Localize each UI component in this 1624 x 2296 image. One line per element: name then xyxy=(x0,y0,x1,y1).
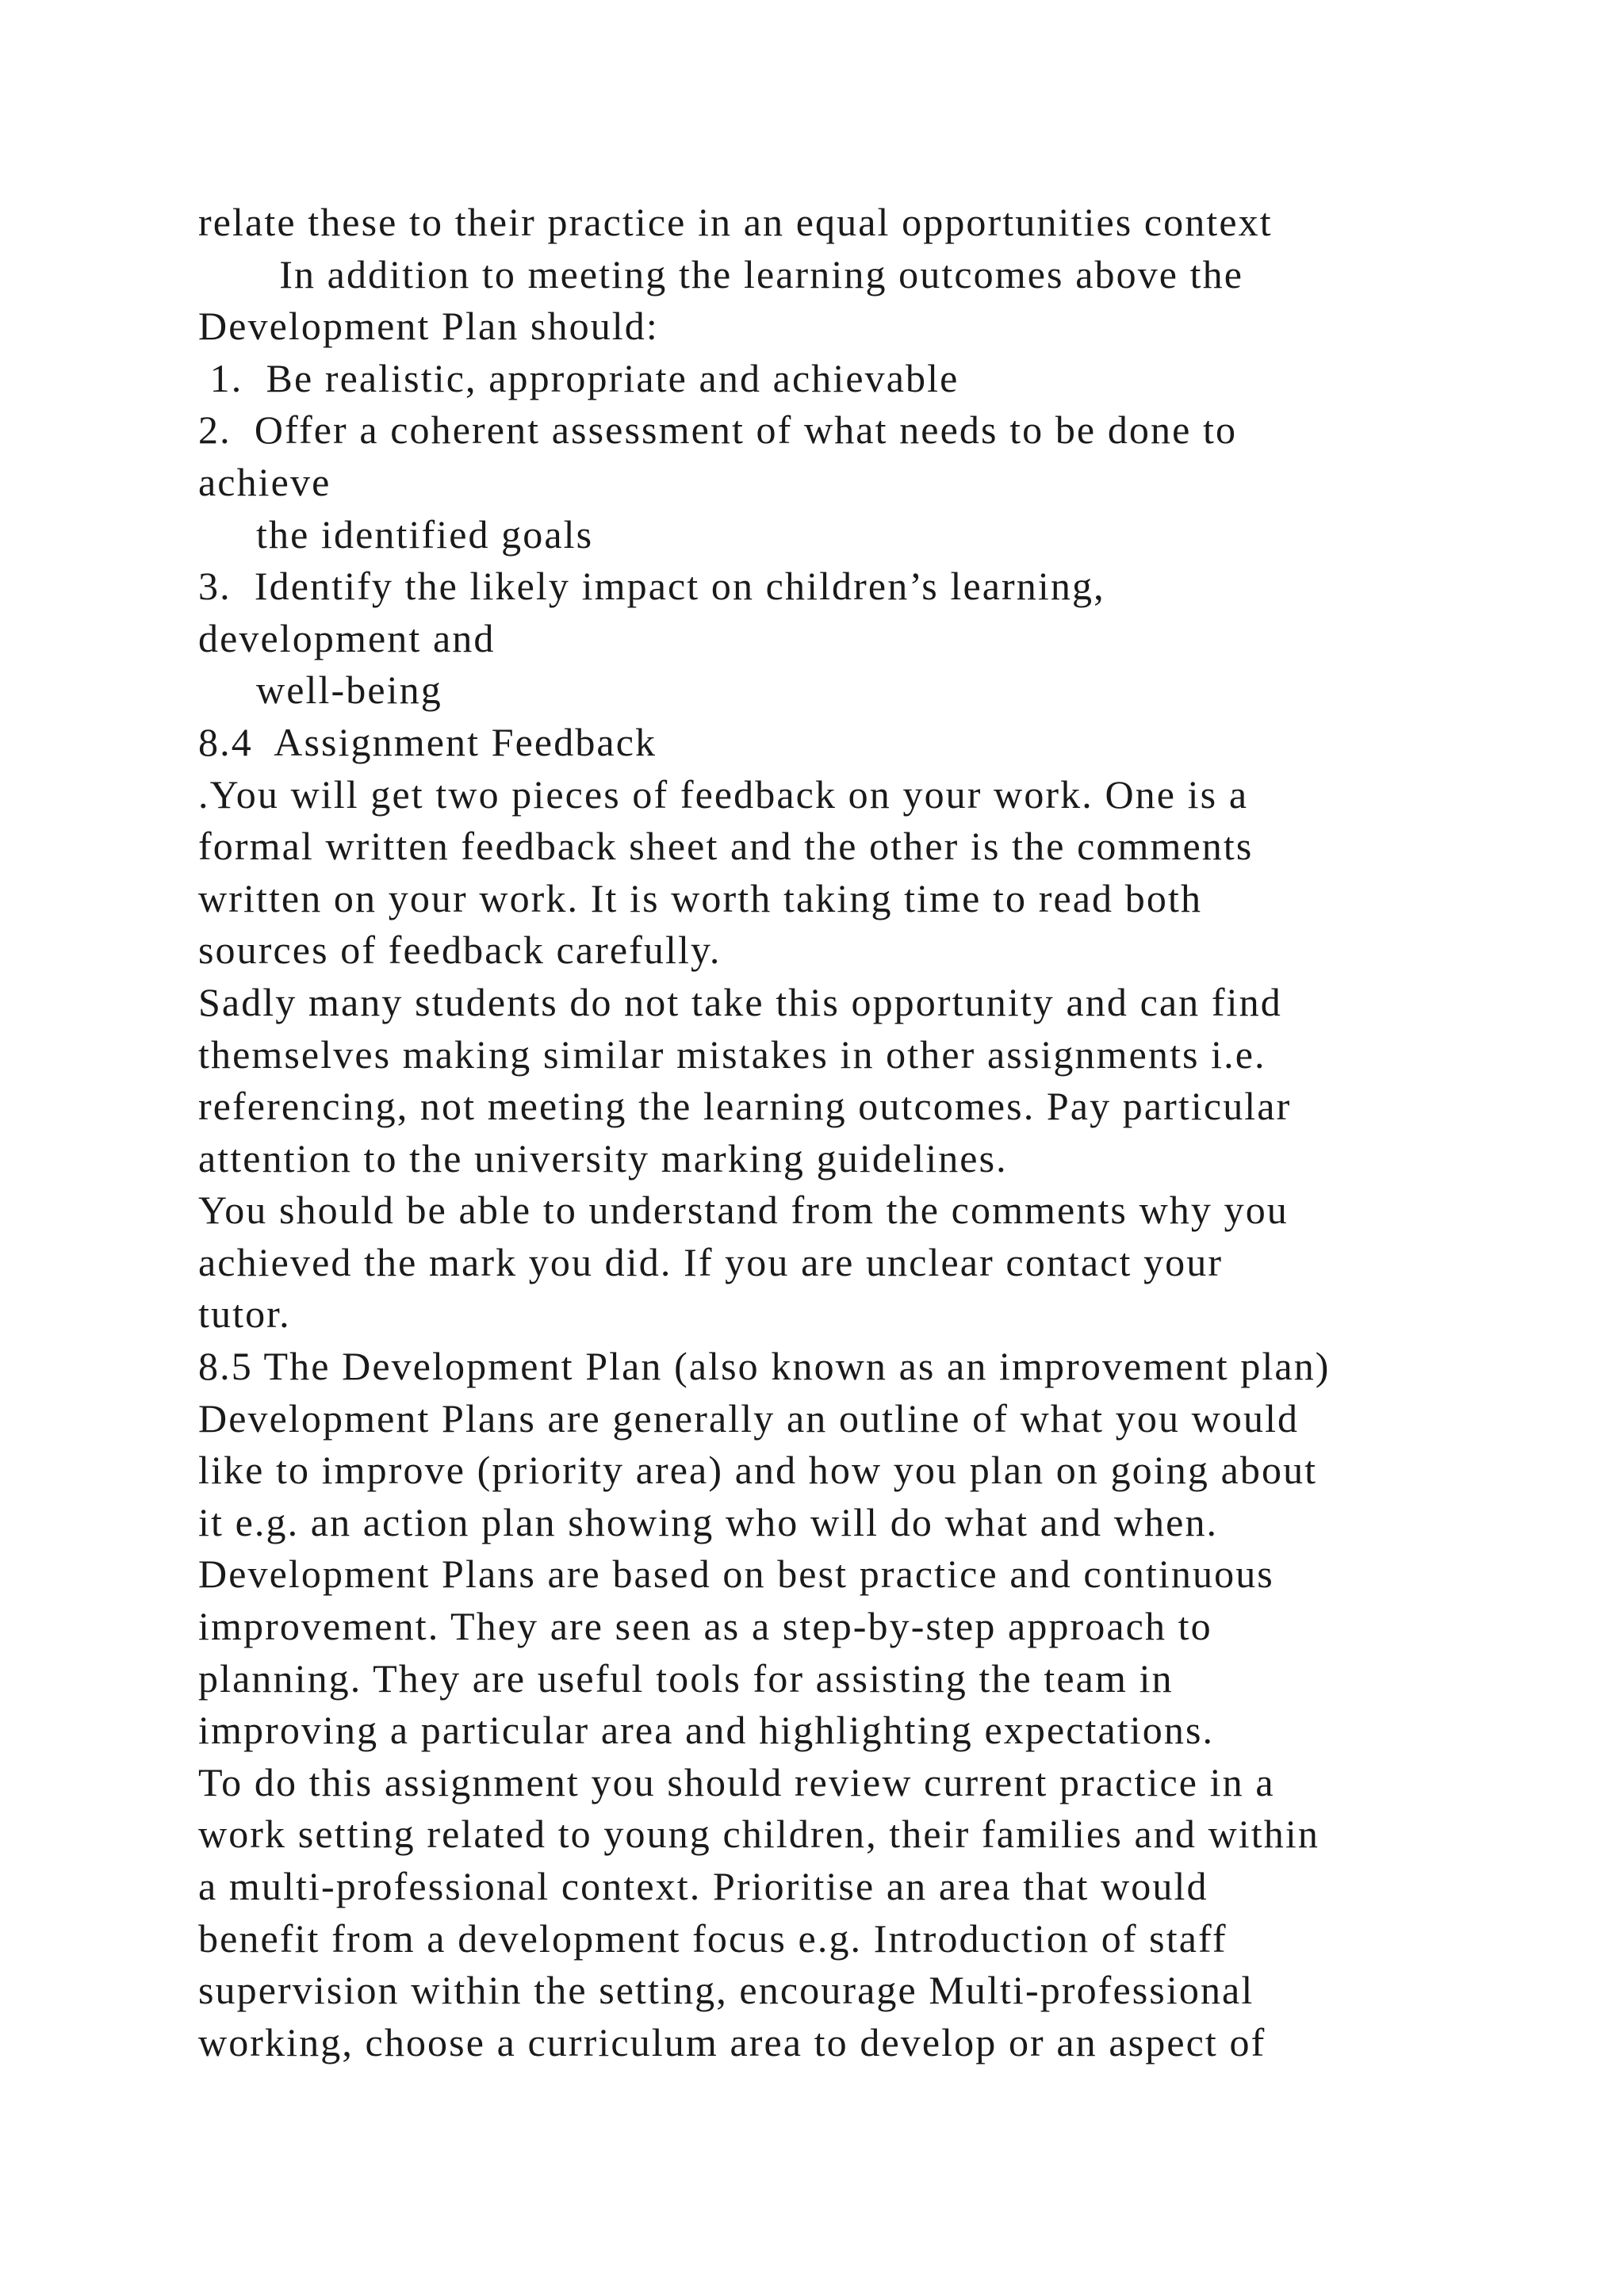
text-line: Development Plans are based on best practice and continuous xyxy=(198,1552,1274,1597)
text-line: achieve xyxy=(198,459,331,504)
text-line: improvement. They are seen as a step-by-step approach to xyxy=(198,1604,1212,1649)
text-line: Development Plan should: xyxy=(198,304,659,349)
text-line: development and xyxy=(198,615,496,660)
text-line: supervision within the setting, encourage Multi-professional xyxy=(198,1968,1254,2013)
text-line: like to improve (priority area) and how you plan on going about xyxy=(198,1448,1318,1493)
text-line: tutor. xyxy=(198,1292,291,1337)
body-text xyxy=(198,197,1546,2068)
text-line: improving a particular area and highlighting expectations. xyxy=(198,1708,1215,1753)
text-line: You should be able to understand from the comments why you xyxy=(198,1188,1289,1233)
section-heading-8-4: 8.4 Assignment Feedback xyxy=(198,719,657,764)
text-line: relate these to their practice in an equal opportunities context xyxy=(198,200,1273,244)
text-line: the identified goals xyxy=(198,511,594,557)
text-line: working, choose a curriculum area to develop or an aspect of xyxy=(198,2019,1266,2064)
text-line: .You will get two pieces of feedback on your work. One is a xyxy=(198,771,1249,817)
text-line: benefit from a development focus e.g. Introduction of staff xyxy=(198,1915,1228,1961)
text-line: attention to the university marking guidelines. xyxy=(198,1135,1008,1181)
list-item-1: 1. Be realistic, appropriate and achievable xyxy=(198,355,959,400)
text-line: In addition to meeting the learning outcomes above the xyxy=(198,251,1244,297)
list-item-2: 2. Offer a coherent assessment of what needs to be done to xyxy=(198,408,1238,453)
text-line: it e.g. an action plan showing who will do what and when. xyxy=(198,1499,1219,1544)
text-line: To do this assignment you should review current practice in a xyxy=(198,1759,1275,1804)
text-line: themselves making similar mistakes in other assignments i.e. xyxy=(198,1031,1266,1077)
text-line: written on your work. It is worth taking time to read both xyxy=(198,875,1203,920)
list-item-3: 3. Identify the likely impact on children’s learning, xyxy=(198,564,1105,609)
text-line: Development Plans are generally an outline of what you would xyxy=(198,1395,1300,1441)
section-heading-8-5: 8.5 The Development Plan (also known as an improvement plan) xyxy=(198,1344,1331,1389)
text-line: work setting related to young children, their families and within xyxy=(198,1812,1320,1857)
text-line: a multi-professional context. Prioritise an area that would xyxy=(198,1864,1208,1908)
text-line: referencing, not meeting the learning outcomes. Pay particular xyxy=(198,1084,1292,1129)
text-line: formal written feedback sheet and the other is the comments xyxy=(198,824,1254,869)
text-line: achieved the mark you did. If you are unclear contact your xyxy=(198,1239,1224,1284)
text-line: planning. They are useful tools for assisting the team in xyxy=(198,1655,1174,1701)
text-line: sources of feedback carefully. xyxy=(198,928,722,973)
text-line: Sadly many students do not take this opportunity and can find xyxy=(198,979,1282,1024)
text-line: well-being xyxy=(198,668,442,713)
